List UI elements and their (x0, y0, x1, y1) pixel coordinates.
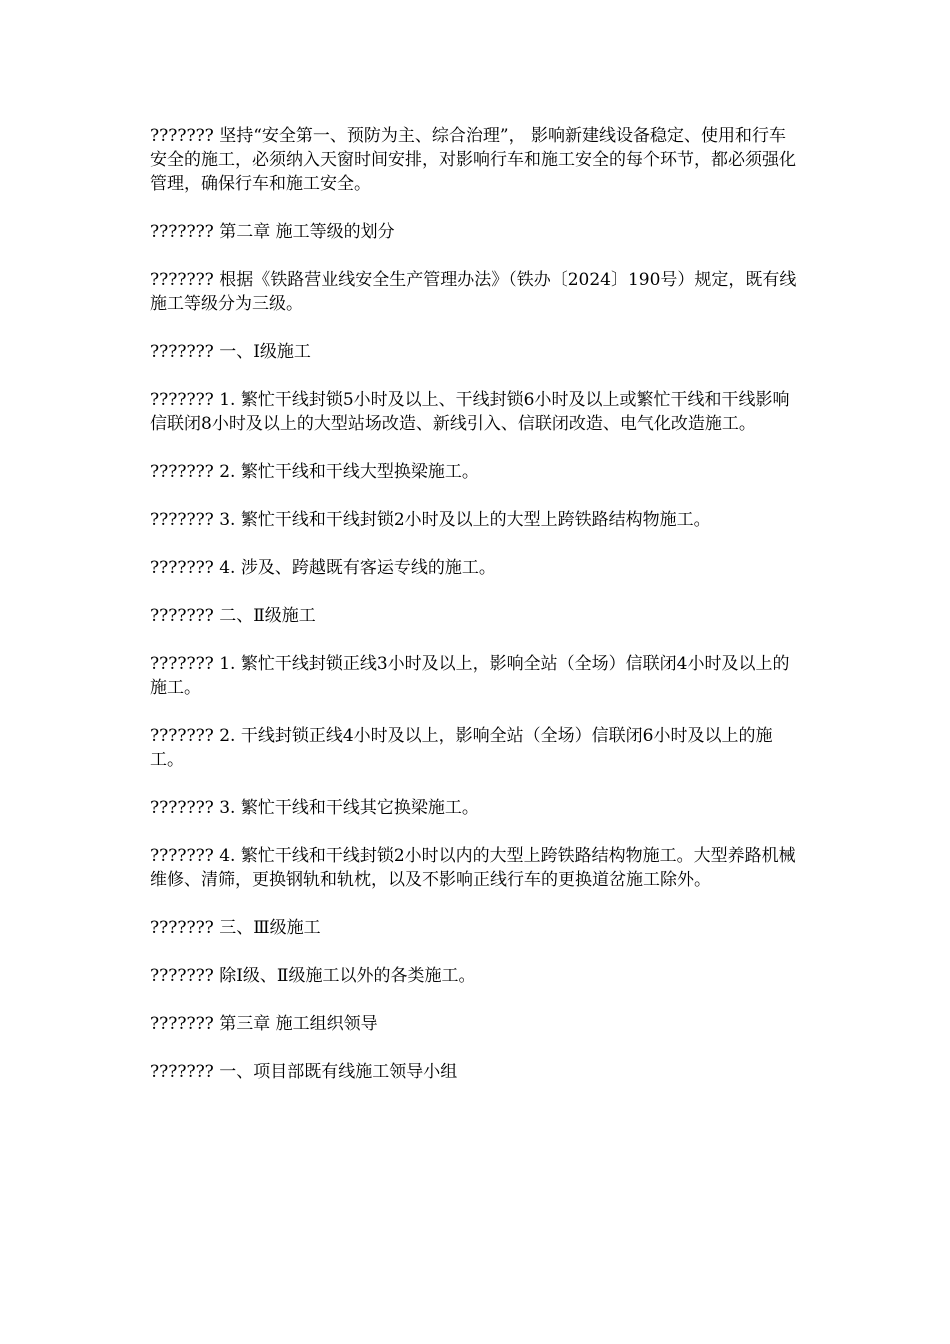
chapter-heading-2: ??????? 第二章 施工等级的划分 (150, 222, 395, 242)
paragraph-level-3: ??????? 除Ⅰ级、Ⅱ级施工以外的各类施工。 (150, 966, 476, 986)
list-item-level-2-4: ??????? 4. 繁忙干线和干线封锁2小时以内的大型上跨铁路结构物施工。大型养路机械维修、清筛，更换钢轨和轨枕，以及不影响正线行车的更换道岔施工除外。 (150, 846, 796, 890)
list-item-level-2-3: ??????? 3. 繁忙干线和干线其它换梁施工。 (150, 798, 479, 818)
document-body (150, 124, 802, 1108)
list-item-level-1-4: ??????? 4. 涉及、跨越既有客运专线的施工。 (150, 558, 496, 578)
section-heading-level-3: ??????? 三、Ⅲ级施工 (150, 918, 321, 938)
section-heading-leadership-group: ??????? 一、项目部既有线施工领导小组 (150, 1062, 458, 1082)
section-heading-level-2: ??????? 二、Ⅱ级施工 (150, 606, 316, 626)
section-heading-level-1: ??????? 一、Ⅰ级施工 (150, 342, 311, 362)
paragraph-principle: ??????? 坚持“安全第一、预防为主、综合治理”， 影响新建线设备稳定、使用和行车安全的施工，必须纳入天窗时间安排，对影响行车和施工安全的每个环节，都必须强化管理，确保行车和施工安全。 (150, 126, 796, 194)
paragraph-basis: ??????? 根据《铁路营业线安全生产管理办法》（铁办〔2024〕190号）规定，既有线施工等级分为三级。 (150, 270, 797, 314)
list-item-level-1-3: ??????? 3. 繁忙干线和干线封锁2小时及以上的大型上跨铁路结构物施工。 (150, 510, 711, 530)
list-item-level-2-2: ??????? 2. 干线封锁正线4小时及以上，影响全站（全场）信联闭6小时及以上的施工。 (150, 726, 773, 770)
list-item-level-1-2: ??????? 2. 繁忙干线和干线大型换梁施工。 (150, 462, 479, 482)
list-item-level-2-1: ??????? 1. 繁忙干线封锁正线3小时及以上，影响全站（全场）信联闭4小时及以上的施工。 (150, 654, 790, 698)
chapter-heading-3: ??????? 第三章 施工组织领导 (150, 1014, 378, 1034)
list-item-level-1-1: ??????? 1. 繁忙干线封锁5小时及以上、干线封锁6小时及以上或繁忙干线和干线影响信联闭8小时及以上的大型站场改造、新线引入、信联闭改造、电气化改造施工。 (150, 390, 790, 434)
